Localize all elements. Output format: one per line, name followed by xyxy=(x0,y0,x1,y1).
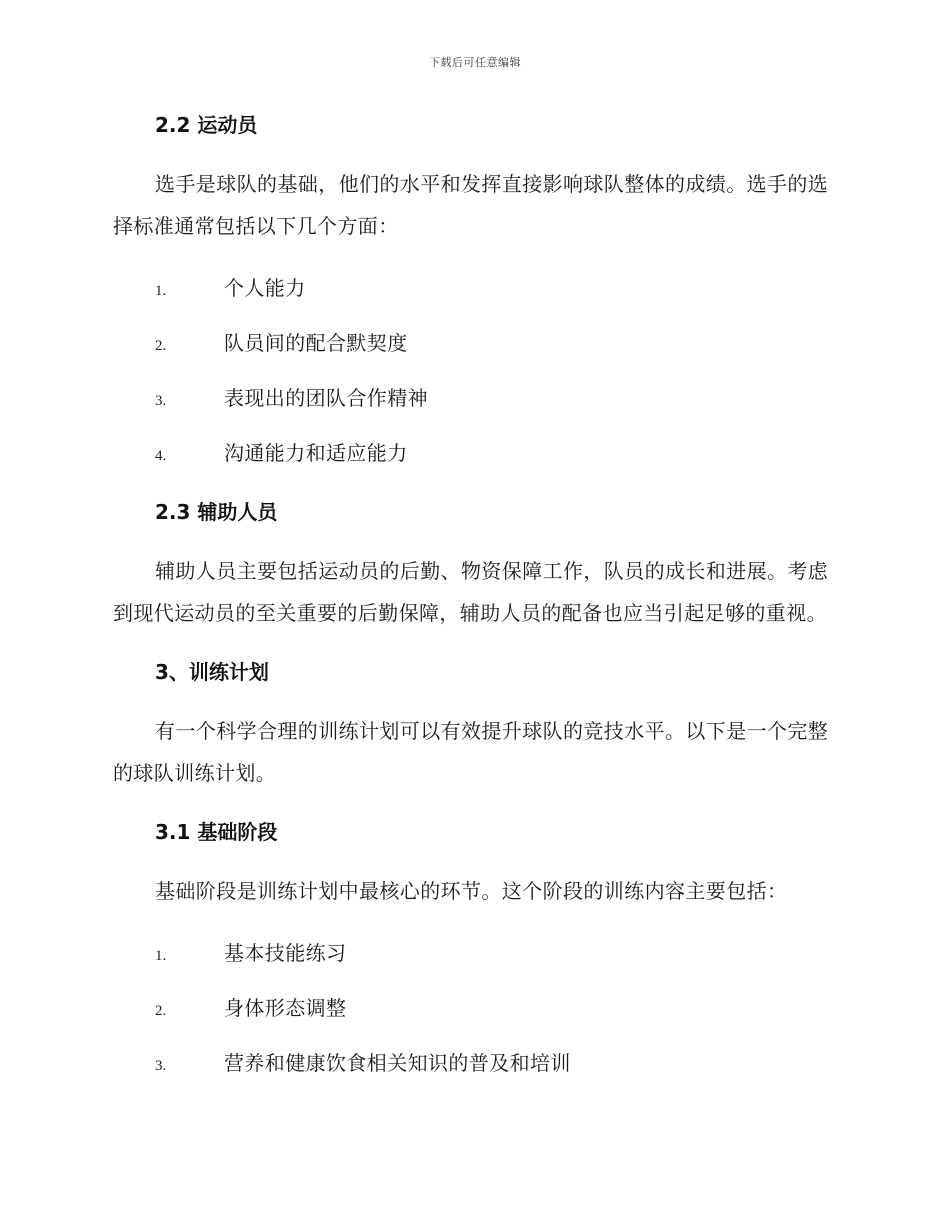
list-item-number: 1. xyxy=(155,283,167,299)
list-item-text: 营养和健康饮食相关知识的普及和培训 xyxy=(224,1051,571,1075)
list-item-text: 表现出的团队合作精神 xyxy=(224,386,428,410)
section-heading-2-2: 2.2 运动员 xyxy=(155,113,258,137)
list-item xyxy=(113,426,833,481)
list-item xyxy=(113,316,833,371)
list-item-number: 3. xyxy=(155,1058,167,1074)
list-item xyxy=(113,371,833,426)
section-heading-2-3: 2.3 辅助人员 xyxy=(155,500,278,524)
list-item-text: 基本技能练习 xyxy=(224,941,347,965)
basic-stage-content-list xyxy=(113,926,833,1091)
list-item-text: 身体形态调整 xyxy=(224,996,347,1020)
page-header-note: 下载后可任意编辑 xyxy=(429,56,521,69)
list-item-text: 个人能力 xyxy=(224,276,306,300)
list-item-text: 队员间的配合默契度 xyxy=(224,331,408,355)
section-paragraph-3: 有一个科学合理的训练计划可以有效提升球队的竞技水平。以下是一个完整的球队训练计划。 xyxy=(113,719,829,785)
list-item-number: 2. xyxy=(155,338,167,354)
list-item xyxy=(113,1036,833,1091)
section-heading-3-1: 3.1 基础阶段 xyxy=(155,820,278,844)
list-item xyxy=(113,926,833,981)
section-heading-3: 3、训练计划 xyxy=(155,660,269,684)
list-item-number: 1. xyxy=(155,948,167,964)
section-paragraph-2-2: 选手是球队的基础，他们的水平和发挥直接影响球队整体的成绩。选手的选择标准通常包括以下几个方面： xyxy=(113,172,829,238)
list-item xyxy=(113,261,833,316)
list-item-text: 沟通能力和适应能力 xyxy=(224,441,408,465)
section-paragraph-3-1: 基础阶段是训练计划中最核心的环节。这个阶段的训练内容主要包括： xyxy=(155,879,788,903)
list-item xyxy=(113,981,833,1036)
list-item-number: 3. xyxy=(155,393,167,409)
document-body xyxy=(113,108,833,1091)
athlete-criteria-list xyxy=(113,261,833,481)
list-item-number: 2. xyxy=(155,1003,167,1019)
list-item-number: 4. xyxy=(155,448,167,464)
section-paragraph-2-3: 辅助人员主要包括运动员的后勤、物资保障工作，队员的成长和进展。考虑到现代运动员的至关重要的后勤保障，辅助人员的配备也应当引起足够的重视。 xyxy=(113,559,829,625)
